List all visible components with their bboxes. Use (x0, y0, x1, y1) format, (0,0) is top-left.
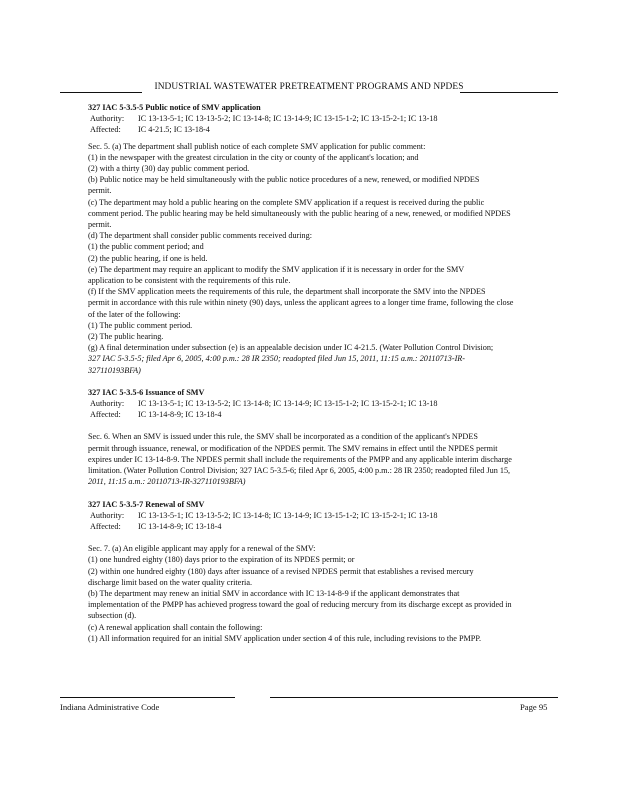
section-6-authority: Authority: IC 13-13-5-1; IC 13-13-5-2; IC 13-14-8; IC 13-14-9; IC 13-15-1-2; IC 13-15-2-1; IC 13-18 (90, 399, 438, 409)
header-title: INDUSTRIAL WASTEWATER PRETREATMENT PROGRAMS AND NPDES (154, 82, 464, 92)
text-line: (1) in the newspaper with the greatest circulation in the city or county of the applicant's location; and (88, 152, 419, 162)
header-rule-left (60, 92, 142, 93)
page-number: Page 95 (520, 702, 548, 712)
text-line: (d) The department shall consider public comments received during: (88, 231, 313, 241)
text-line: discharge limit based on the water quality criteria. (88, 577, 252, 587)
text-line: (b) Public notice may be held simultaneously with the public notice procedures of a new, renewed, or modified NPDES (88, 175, 480, 185)
section-7-authority: Authority: IC 13-13-5-1; IC 13-13-5-2; IC 13-14-8; IC 13-14-9; IC 13-15-1-2; IC 13-15-2-1; IC 13-18 (90, 510, 438, 520)
text-line: application to be consistent with the requirements of this rule. (88, 276, 291, 286)
text-line: comment period. The public hearing may be held simultaneously with the public hearing of a new, renewed, or modified NPDES (88, 208, 511, 218)
text-line: (b) The department may renew an initial SMV in accordance with IC 13-14-8-9 if the applicant demonstrates that (88, 588, 460, 598)
section-5-title: 327 IAC 5-3.5-5 Public notice of SMV application (88, 103, 261, 112)
footer-rule-right (270, 697, 558, 698)
text-line: subsection (d). (88, 611, 137, 621)
text-line: (c) The department may hold a public hearing on the complete SMV application if a request is received during the public (88, 197, 485, 207)
text-line: (2) the public hearing, if one is held. (88, 253, 208, 263)
text-line: (1) All information required for an initial SMV application under section 4 of this rule, including revisions to the PMPP. (88, 633, 482, 643)
text-line: (g) A final determination under subsection (e) is an appealable decision under IC 4-21.5. (Water Pollution Control Division; (88, 343, 494, 353)
text-line: (1) The public comment period. (88, 320, 193, 330)
text-line: (1) the public comment period; and (88, 242, 204, 252)
section-5-authority: Authority: IC 13-13-5-1; IC 13-13-5-2; IC 13-14-8; IC 13-14-9; IC 13-15-1-2; IC 13-15-2-1; IC 13-18 (90, 114, 438, 124)
text-line: (c) A renewal application shall contain the following: (88, 622, 263, 632)
text-line: (2) within one hundred eighty (180) days after issuance of a revised NPDES permit that establishes a revised mercury (88, 566, 474, 576)
text-line: implementation of the PMPP has achieved progress toward the goal of reducing mercury from its discharge except as provided in (88, 600, 512, 610)
text-line: permit. (88, 220, 112, 230)
text-line: (2) The public hearing. (88, 332, 164, 342)
text-line: permit. (88, 186, 112, 196)
page-body (88, 102, 558, 644)
text-line: (e) The department may require an applicant to modify the SMV application if it is necessary in order for the SMV (88, 264, 465, 274)
text-line: Sec. 5. (a) The department shall publish notice of each complete SMV application for public comment: (88, 141, 426, 151)
text-line: permit in accordance with this rule within ninety (90) days, unless the applicant agrees to a longer time frame, following the close (88, 298, 514, 308)
text-line: Sec. 7. (a) An eligible applicant may apply for a renewal of the SMV: (88, 544, 316, 554)
section-6-title: 327 IAC 5-3.5-6 Issuance of SMV (88, 387, 205, 397)
text-line: 327 IAC 5-3.5-5; filed Apr 6, 2005, 4:00 p.m.: 28 IR 2350; readopted filed Jun 15, 2011, 11:15 a.m.: 20110713-IR- (88, 354, 466, 364)
footer-left: Indiana Administrative Code (60, 702, 160, 712)
section-6-affected: Affected: IC 13-14-8-9; IC 13-18-4 (90, 410, 222, 420)
text-line: 327110193BFA) (88, 365, 141, 375)
footer-rule-left (60, 697, 235, 698)
text-line: expires under IC 13-14-8-9. The NPDES permit shall include the requirements of the PMPP and any applicable interim discharge (88, 454, 512, 464)
text-line: (1) one hundred eighty (180) days prior to the expiration of its NPDES permit; or (88, 555, 355, 565)
text-line: permit through issuance, renewal, or modification of the NPDES permit. The SMV remains in effect until the NPDES permit (88, 443, 498, 453)
header-rule-right (460, 92, 558, 93)
section-5-affected: Affected: IC 4-21.5; IC 13-18-4 (90, 125, 210, 135)
text-line: (2) with a thirty (30) day public comment period. (88, 164, 250, 174)
text-line: 2011, 11:15 a.m.: 20110713-IR-327110193BFA) (88, 477, 246, 487)
text-line: Sec. 6. When an SMV is issued under this rule, the SMV shall be incorporated as a condition of the applicant's NPDES (88, 432, 478, 442)
text-line: limitation. (Water Pollution Control Division; 327 IAC 5-3.5-6; filed Apr 6, 2005, 4:00 p.m.: 28 IR 2350; readopted filed Jun 15, (88, 466, 511, 476)
running-header (60, 82, 558, 92)
section-7-title: 327 IAC 5-3.5-7 Renewal of SMV (88, 499, 205, 509)
text-line: of the later of the following: (88, 309, 181, 319)
text-line: (f) If the SMV application meets the requirements of this rule, the department shall incorporate the SMV into the NPDES (88, 287, 486, 297)
section-7-affected: Affected: IC 13-14-8-9; IC 13-18-4 (90, 521, 222, 531)
